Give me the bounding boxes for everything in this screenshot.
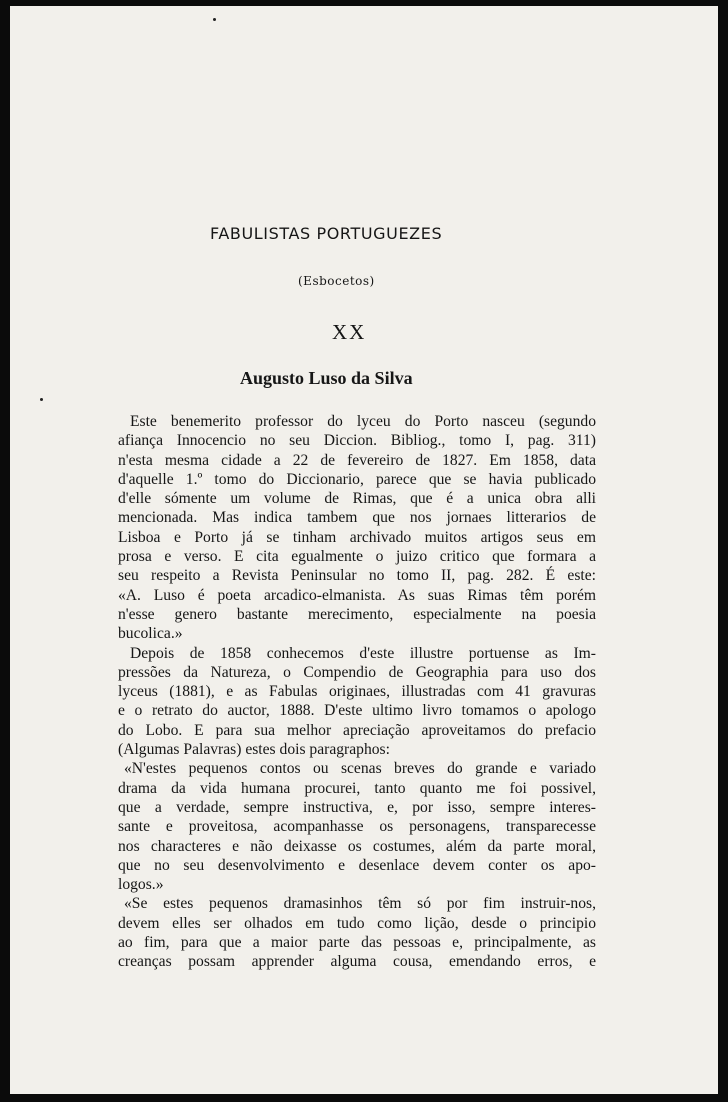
body-line: devem elles ser olhados em tudo como lição, desde o principio <box>118 914 596 932</box>
body-line: n'esta mesma cidade a 22 de fevereiro de 1827. Em 1858, data <box>118 451 596 469</box>
body-line: «N'estes pequenos contos ou scenas breves do grande e variado <box>124 760 596 778</box>
book-page <box>10 6 718 1094</box>
body-line: creanças possam apprender alguma cousa, emendando erros, e <box>118 953 596 971</box>
print-speck <box>40 398 43 401</box>
body-line: n'esse genero bastante merecimento, especialmente na poesia <box>118 605 596 623</box>
body-line: (Algumas Palavras) estes dois paragraphos: <box>118 741 390 759</box>
body-line: e o retrato do auctor, 1888. D'este ultimo livro tomamos o apologo <box>118 702 596 720</box>
body-line: do Lobo. E para sua melhor apreciação aproveitamos do prefacio <box>118 721 596 739</box>
body-line: nos characteres e não deixasse os costumes, além da parte moral, <box>118 837 596 855</box>
page-subtitle: (Esbocetos) <box>298 274 375 288</box>
body-line: seu respeito a Revista Peninsular no tomo II, pag. 282. É este: <box>118 567 596 585</box>
page-title: FABULISTAS PORTUGUEZES <box>210 224 443 243</box>
print-speck <box>213 18 216 21</box>
body-line: mencionada. Mas indica tambem que nos jornaes litterarios de <box>118 509 596 527</box>
body-line: que no seu desenvolvimento e desenlace devem conter os apo- <box>118 856 596 874</box>
body-line: «A. Luso é poeta arcadico-elmanista. As suas Rimas têm porém <box>118 586 596 604</box>
body-line: sante e proveitosa, acompanhasse os personagens, transparecesse <box>118 818 596 836</box>
body-line: «Se estes pequenos dramasinhos têm só por fim instruir-nos, <box>124 895 596 913</box>
body-line: ao fim, para que a maior parte das pessoas e, principalmente, as <box>118 934 596 952</box>
body-line: Lisboa e Porto já se tinham archivado muitos artigos seus em <box>118 528 596 546</box>
body-line: drama da vida humana procurei, tanto quanto me foi possivel, <box>118 779 596 797</box>
body-line: pressões da Natureza, o Compendio de Geographia para uso dos <box>118 663 596 681</box>
body-line: prosa e verso. E cita egualmente o juizo critico que formara a <box>118 548 596 566</box>
body-line: Este benemerito professor do lyceu do Porto nasceu (segundo <box>130 413 596 430</box>
body-line: que a verdade, sempre instructiva, e, por isso, sempre interes- <box>118 798 596 816</box>
body-text <box>118 412 596 972</box>
body-line: afiança Innocencio no seu Diccion. Bibliog., tomo I, pag. 311) <box>118 432 596 450</box>
chapter-numeral: XX <box>332 320 367 344</box>
body-line: lyceus (1881), e as Fabulas originaes, illustradas com 41 gravuras <box>118 683 596 701</box>
body-line: Depois de 1858 conhecemos d'este illustre portuense as Im- <box>130 644 596 662</box>
body-line: bucolica.» <box>118 625 183 643</box>
body-line: d'aquelle 1.º tomo do Diccionario, parece que se havia publicado <box>118 470 596 488</box>
chapter-author-heading: Augusto Luso da Silva <box>240 368 413 388</box>
body-line: logos.» <box>118 876 164 894</box>
body-line: d'elle sómente um volume de Rimas, que é a unica obra alli <box>118 490 596 508</box>
